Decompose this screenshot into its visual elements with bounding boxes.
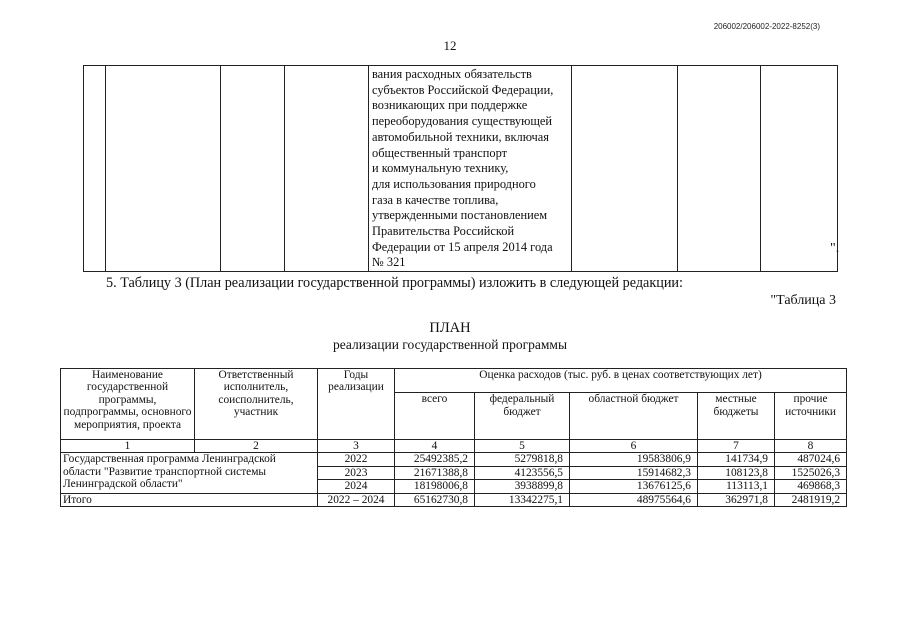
plan-table bbox=[60, 368, 847, 507]
document-id: 206002/206002-2022-8252(3) bbox=[713, 22, 820, 31]
column-number: 1 bbox=[61, 440, 195, 453]
header-program-name: Наименование государственной программы, подпрограммы, основного мероприятия, проекта bbox=[61, 369, 195, 440]
table-row bbox=[61, 453, 847, 466]
total-cell: 25492385,2 bbox=[395, 453, 475, 466]
regional-cell: 48975564,6 bbox=[570, 493, 698, 506]
header-regional: областной бюджет bbox=[570, 393, 698, 440]
total-label: Итого bbox=[61, 493, 318, 506]
year-cell: 2023 bbox=[318, 466, 395, 479]
local-cell: 141734,9 bbox=[698, 453, 775, 466]
table-reference: "Таблица 3 bbox=[770, 293, 836, 308]
text-line: для использования природного bbox=[372, 176, 536, 191]
other-cell: 1525026,3 bbox=[775, 466, 847, 479]
description-cell bbox=[369, 66, 572, 272]
column-number: 4 bbox=[395, 440, 475, 453]
federal-cell: 13342275,1 bbox=[475, 493, 570, 506]
header-federal: федеральный бюджет bbox=[475, 393, 570, 440]
regional-cell: 15914682,3 bbox=[570, 466, 698, 479]
empty-cell bbox=[221, 66, 285, 272]
total-cell: 18198006,8 bbox=[395, 480, 475, 493]
total-years: 2022 – 2024 bbox=[318, 493, 395, 506]
federal-cell: 4123556,5 bbox=[475, 466, 570, 479]
text-line: общественный транспорт bbox=[372, 145, 508, 160]
header-total: всего bbox=[395, 393, 475, 440]
other-cell: 469868,3 bbox=[775, 480, 847, 493]
text-line: вания расходных обязательств bbox=[372, 67, 532, 81]
empty-cell bbox=[761, 66, 838, 272]
text-line: субъектов Российской Федерации, bbox=[372, 82, 554, 97]
column-number: 8 bbox=[775, 440, 847, 453]
total-cell: 65162730,8 bbox=[395, 493, 475, 506]
text-line: утвержденными постановлением bbox=[372, 208, 548, 223]
program-name-cell: Государственная программа Ленинградской области "Развитие транспортной системы Ленинградской области" bbox=[61, 453, 318, 493]
federal-cell: 5279818,8 bbox=[475, 453, 570, 466]
column-number: 5 bbox=[475, 440, 570, 453]
empty-cell bbox=[84, 66, 106, 272]
year-cell: 2022 bbox=[318, 453, 395, 466]
page-number: 12 bbox=[443, 38, 457, 53]
header-executor: Ответственный исполнитель, соисполнитель, участник bbox=[195, 369, 318, 440]
empty-cell bbox=[572, 66, 678, 272]
text-line: возникающих при поддержке bbox=[372, 98, 528, 113]
header-local: местные бюджеты bbox=[698, 393, 775, 440]
federal-cell: 3938899,8 bbox=[475, 480, 570, 493]
header-years: Годы реализации bbox=[318, 369, 395, 440]
text-line: Правительства Российской bbox=[372, 224, 515, 239]
regional-cell: 13676125,6 bbox=[570, 480, 698, 493]
empty-cell bbox=[678, 66, 761, 272]
empty-cell bbox=[285, 66, 369, 272]
other-cell: 2481919,2 bbox=[775, 493, 847, 506]
column-number: 3 bbox=[318, 440, 395, 453]
text-line: газа в качестве топлива, bbox=[372, 192, 499, 207]
text-line: переоборудования существующей bbox=[372, 114, 553, 129]
other-cell: 487024,6 bbox=[775, 453, 847, 466]
year-cell: 2024 bbox=[318, 480, 395, 493]
empty-cell bbox=[106, 66, 221, 272]
column-number: 6 bbox=[570, 440, 698, 453]
plan-subtitle: реализации государственной программы bbox=[332, 337, 568, 352]
item-5-paragraph: 5. Таблицу 3 (План реализации государственной программы) изложить в следующей редакции: bbox=[106, 275, 683, 291]
plan-title: ПЛАН bbox=[429, 320, 471, 336]
column-number: 2 bbox=[195, 440, 318, 453]
text-line: и коммунальную технику, bbox=[372, 161, 509, 176]
text-line: № 321 bbox=[372, 255, 406, 270]
closing-quote: ". bbox=[830, 241, 840, 256]
local-cell: 113113,1 bbox=[698, 480, 775, 493]
total-cell: 21671388,8 bbox=[395, 466, 475, 479]
total-row bbox=[61, 493, 847, 506]
text-line: автомобильной техники, включая bbox=[372, 129, 549, 144]
continuation-table bbox=[83, 65, 838, 272]
header-other: прочие источники bbox=[775, 393, 847, 440]
regional-cell: 19583806,9 bbox=[570, 453, 698, 466]
column-number: 7 bbox=[698, 440, 775, 453]
local-cell: 108123,8 bbox=[698, 466, 775, 479]
header-expenses-group: Оценка расходов (тыс. руб. в ценах соответствующих лет) bbox=[395, 369, 847, 393]
local-cell: 362971,8 bbox=[698, 493, 775, 506]
text-line: Федерации от 15 апреля 2014 года bbox=[372, 239, 553, 254]
